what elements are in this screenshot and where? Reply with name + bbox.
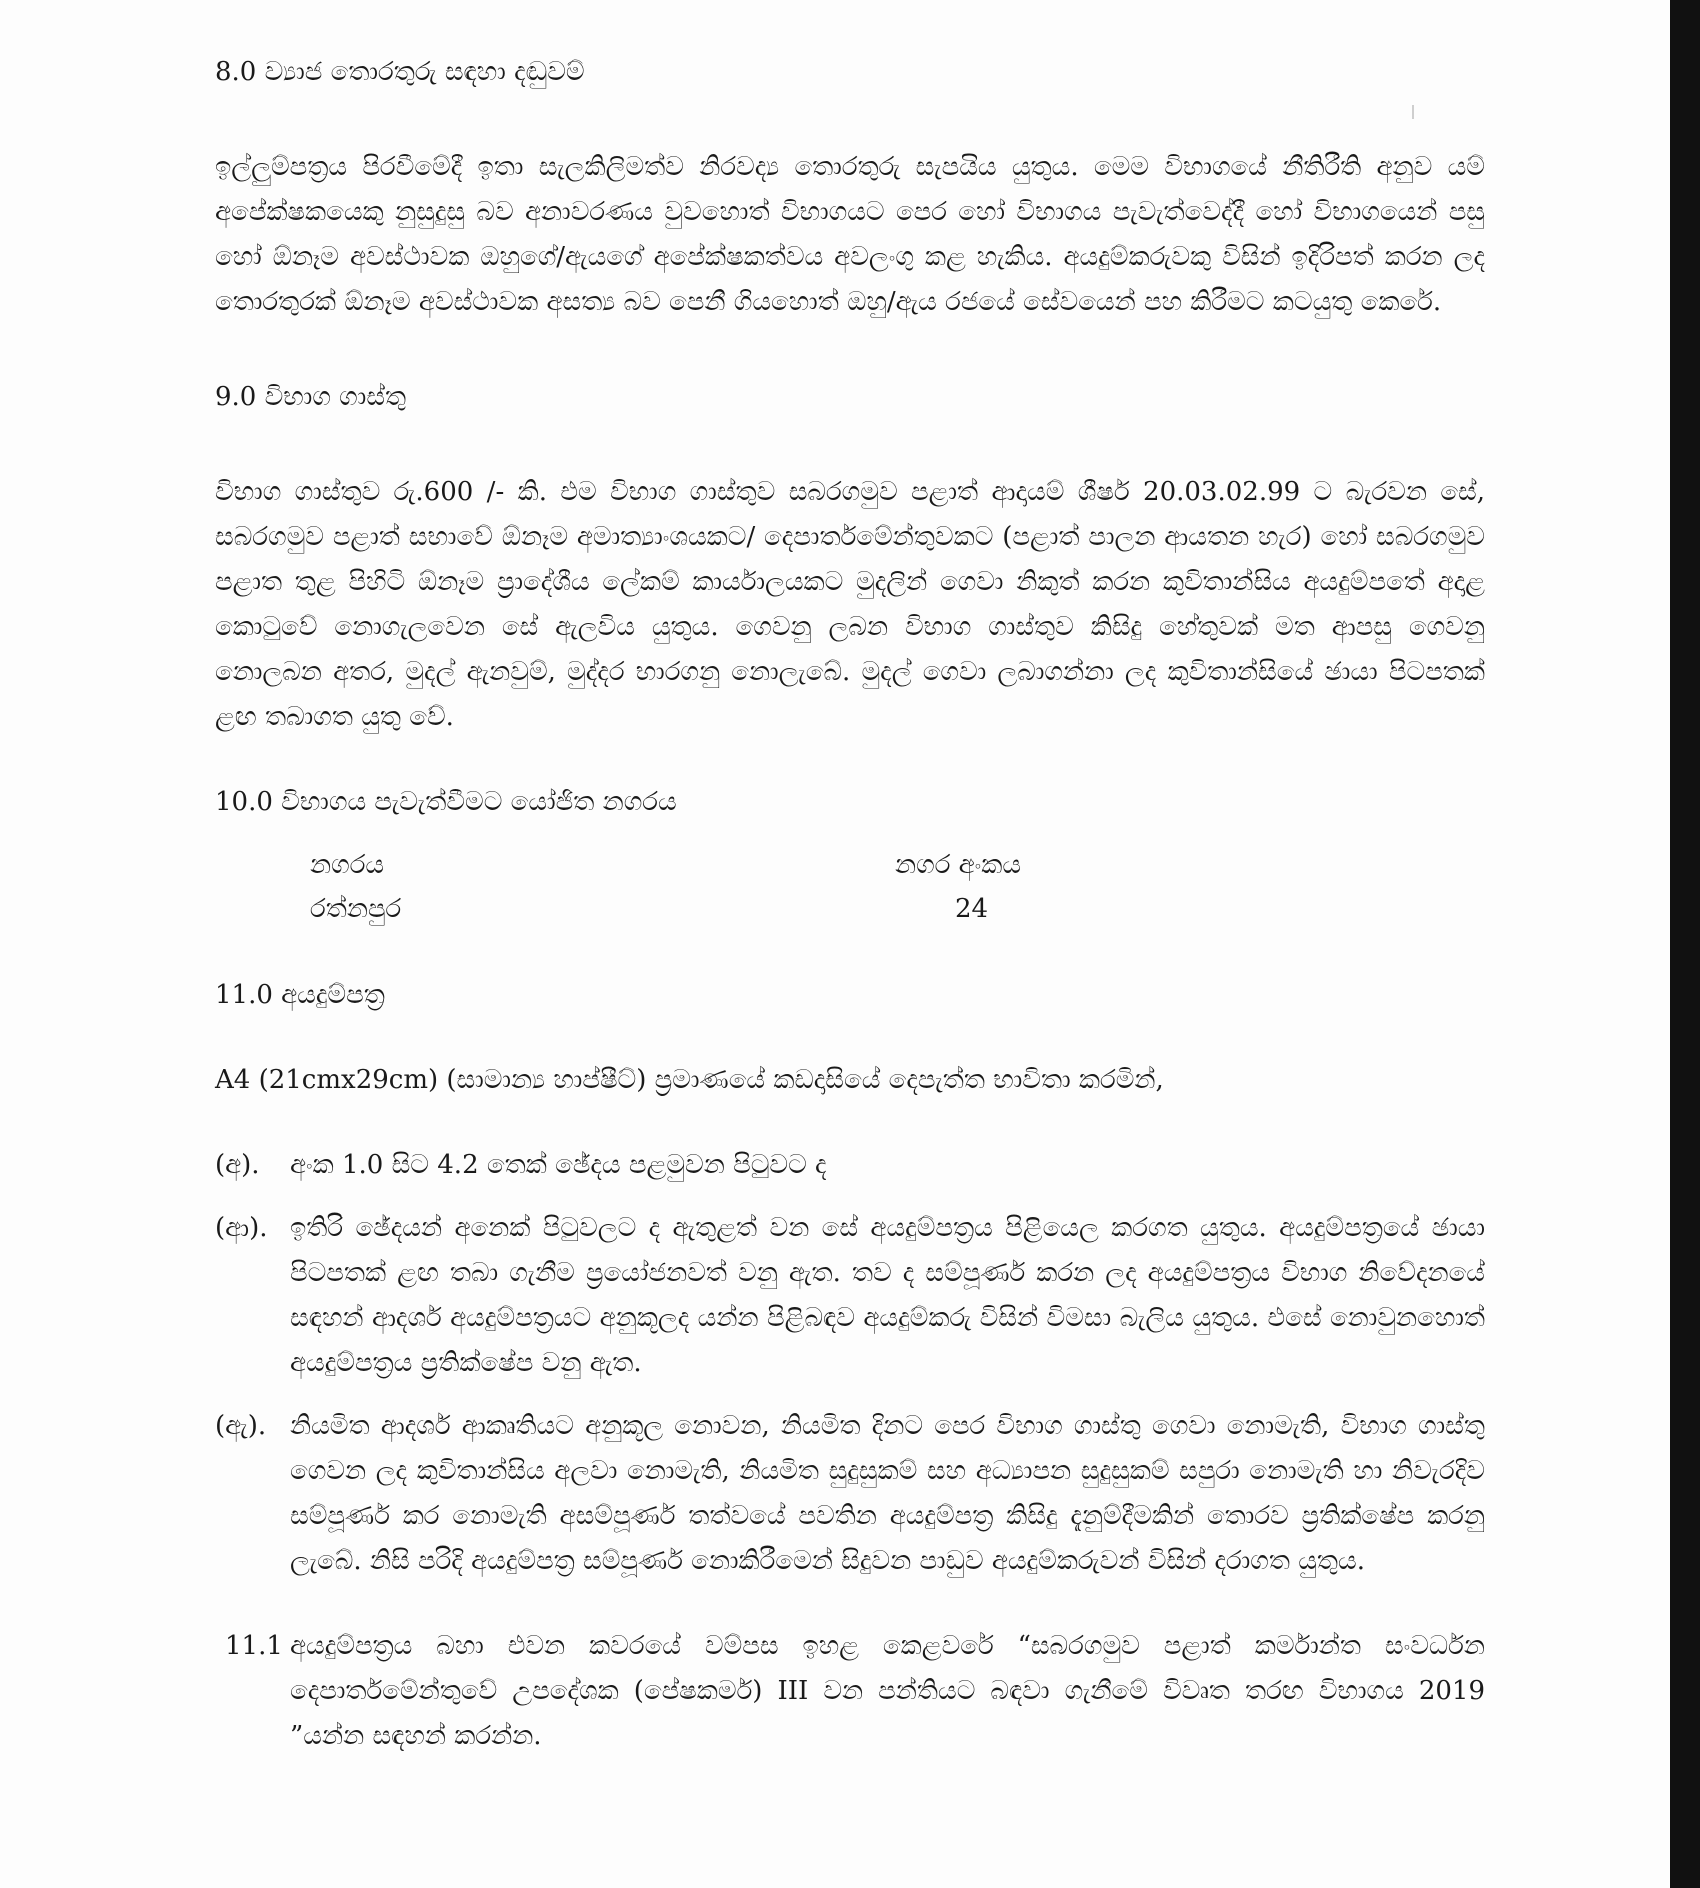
section-11-intro: A4 (21cmx29cm) (සාමාන්‍ය හාප්ෂීට්) ප්‍රමාණයේ කඩදාසියේ දෙපැත්ත භාවිතා කරමින්,: [215, 1065, 1164, 1095]
city-column-header: නගරය: [310, 850, 385, 880]
list-item: [215, 1143, 1485, 1188]
section-8-body: ඉල්ලුම්පත්‍රය පිරවීමේදී ඉතා සැලකිලිමත්ව නිරවද්‍ය තොරතුරු සැපයිය යුතුය. මෙම විභාගයේ නීතිරීති අනුව යම් අපේක්ෂකයෙකු නුසුදුසු බව අනාවරණය වුවහොත් විභාගයට පෙර හෝ විභාගය පැවැත්වෙද්දී හෝ විභාගයෙන් පසු හෝ ඕනෑම අවස්ථාවක ඔහුගේ/ඇයගේ අපේක්ෂකත්වය අවලංගු කළ හැකිය. අයදුම්කරුවකු විසින් ඉදිරිපත් කරන ලද තොරතුරක් ඕනෑම අවස්ථාවක අසත්‍ය බව පෙනී ගියහොත් ඔහු/ඇය රජයේ සේවයෙන් පහ කිරීමට කටයුතු කෙරේ.: [215, 152, 1485, 317]
list-item-text: ඉතිරි ඡේදයන් අනෙක් පිටුවලට ද ඇතුළත් වන සේ අයදුම්පත්‍රය පිළියෙල කරගත යුතුය. අයදුම්පත්‍රයේ ඡායා පිටපතක් ළඟ තබා ගැනීම ප්‍රයෝජනවත් වනු ඇත. තව ද සම්පූර්ණ කරන ලද අයදුම්පත්‍රය විභාග නිවේදනයේ සඳහන් ආදර්ශ අයදුම්පත්‍රයට අනුකූලද යන්න පිළිබඳව අයදුම්කරු විසින් විමසා බැලිය යුතුය. එසේ නොවුනහොත් අයදුම්පත්‍රය ප්‍රතික්ෂේප වනු ඇත.: [290, 1213, 1485, 1378]
list-item-label: (අ).: [215, 1150, 260, 1180]
city-number-column-header: නගර අංකය: [895, 850, 1022, 880]
subsection-11-1: [225, 1624, 1485, 1759]
subsection-text: අයදුම්පත්‍රය බහා එවන කවරයේ වම්පස ඉහළ කෙළවරේ “සබරගමුව පළාත් කර්මාන්ත සංවර්ධන දෙපාර්තමේන්තුවේ උපදේශක (පේෂකර්ම) III වන පන්තියට බඳවා ගැනීමේ විවෘත තරඟ විභාගය 2019 ”යන්න සඳහන් කරන්න.: [290, 1631, 1485, 1751]
section-9-heading: 9.0 විභාග ගාස්තු: [215, 382, 407, 412]
city-name: රත්නපුර: [310, 894, 402, 924]
list-item: [215, 1404, 1485, 1584]
section-8-heading: 8.0 ව්‍යාජ තොරතුරු සඳහා දඬුවම්: [215, 57, 585, 87]
list-item: [215, 1206, 1485, 1386]
list-item-label: (ආ).: [215, 1213, 268, 1243]
subsection-label: 11.1: [225, 1631, 283, 1661]
section-10-heading: 10.0 විභාගය පැවැත්වීමට යෝජිත නගරය: [215, 787, 677, 817]
list-item-text: අංක 1.0 සිට 4.2 තෙක් ඡේදය පළමුවන පිටුවට ද: [290, 1150, 827, 1180]
section-9-body: විභාග ගාස්තුව රු.600 /- කි. එම විභාග ගාස්තුව සබරගමුව පළාත් ආදායම් ශීර්ෂ 20.03.02.99 ට බැරවන සේ, සබරගමුව පළාත් සභාවේ ඕනෑම අමාත්‍යාංශයකට/ දෙපාර්තමේන්තුවකට (පළාත් පාලන ආයතන හැර) හෝ සබරගමුව පළාත තුළ පිහිටි ඕනෑම ප්‍රාදේශීය ලේකම් කාර්යාලයකට මුදලින් ගෙවා නිකුත් කරන කුවිතාන්සිය අයදුම්පතේ අදාළ කොටුවේ නොගැලවෙන සේ ඇලවිය යුතුය. ගෙවනු ලබන විභාග ගාස්තුව කිසිදු හේතුවක් මත ආපසු ගෙවනු නොලබන අතර, මුදල් ඇනවුම්, මුද්දර භාරගනු නොලැබේ. මුදල් ගෙවා ලබාගන්නා ලද කුවිතාන්සියේ ඡායා පිටපතක් ළඟ තබාගත යුතු වේ.: [215, 477, 1485, 732]
document-content: [215, 50, 1485, 1759]
list-item-label: (ඇ).: [215, 1411, 267, 1441]
list-item-text: නියමිත ආදර්ශ ආකෘතියට අනුකූල නොවන, නියමිත දිනට පෙර විභාග ගාස්තු ගෙවා නොමැති, විභාග ගාස්තු ගෙවන ලද කුවිතාන්සිය අලවා නොමැති, නියමිත සුදුසුකම් සහ අධ්‍යාපන සුදුසුකම් සපුරා නොමැති හා නිවැරදිව සම්පූර්ණ කර නොමැති අසම්පූර්ණ තත්වයේ පවතින අයදුම්පත්‍ර කිසිදු දැනුම්දීමකින් තොරව ප්‍රතික්ෂේප කරනු ලැබේ. නිසි පරිදි අයදුම්පත්‍ර සම්පූර්ණ නොකිරීමෙන් සිදුවන පාඩුව අයදුම්කරුවන් විසින් දරාගත යුතුය.: [290, 1411, 1485, 1576]
section-11-heading: 11.0 අයදුම්පත්‍ර: [215, 980, 385, 1010]
scan-edge: [1670, 0, 1700, 1888]
city-number: 24: [955, 894, 989, 924]
city-table: [215, 843, 1485, 933]
